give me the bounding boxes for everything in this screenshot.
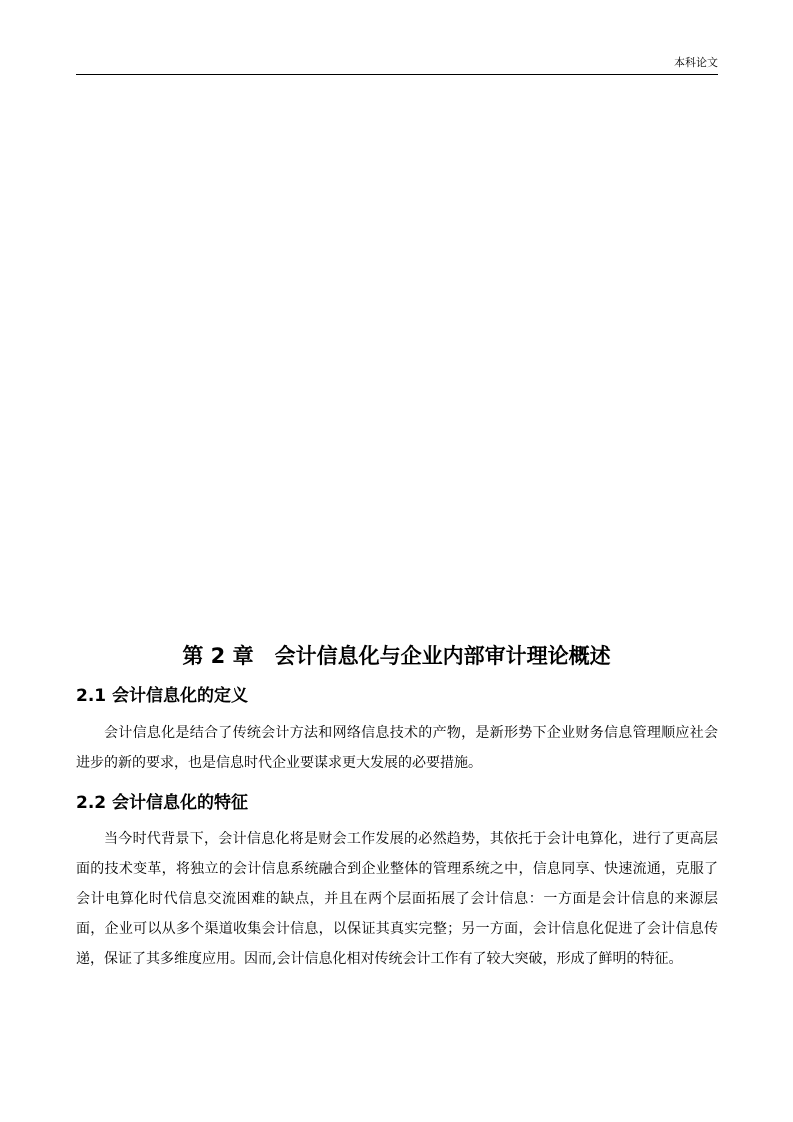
header-label: 本科论文 [674, 56, 718, 69]
page-header [76, 56, 718, 75]
section-paragraph-2-2: 当今时代背景下，会计信息化将是财会工作发展的必然趋势，其依托于会计电算化，进行了更高层面的技术变革，将独立的会计信息系统融合到企业整体的管理系统之中，信息同享、快速流通，克服了会计电算化时代信息交流困难的缺点，并且在两个层面拓展了会计信息：一方面是会计信息的来源层面，企业可以从多个渠道收集会计信息，以保证其真实完整；另一方面，会计信息化促进了会计信息传递，保证了其多维度应用。因而,会计信息化相对传统会计工作有了较大突破，形成了鲜明的特征。 [76, 831, 718, 967]
chapter-title: 第 2 章 会计信息化与企业内部审计理论概述 [182, 644, 611, 668]
section-heading-2-1: 2.1 会计信息化的定义 [76, 686, 249, 706]
section-heading-2-2: 2.2 会计信息化的特征 [76, 793, 249, 813]
section-paragraph-2-1: 会计信息化是结合了传统会计方法和网络信息技术的产物，是新形势下企业财务信息管理顺应社会进步的新的要求，也是信息时代企业要谋求更大发展的必要措施。 [76, 725, 718, 771]
